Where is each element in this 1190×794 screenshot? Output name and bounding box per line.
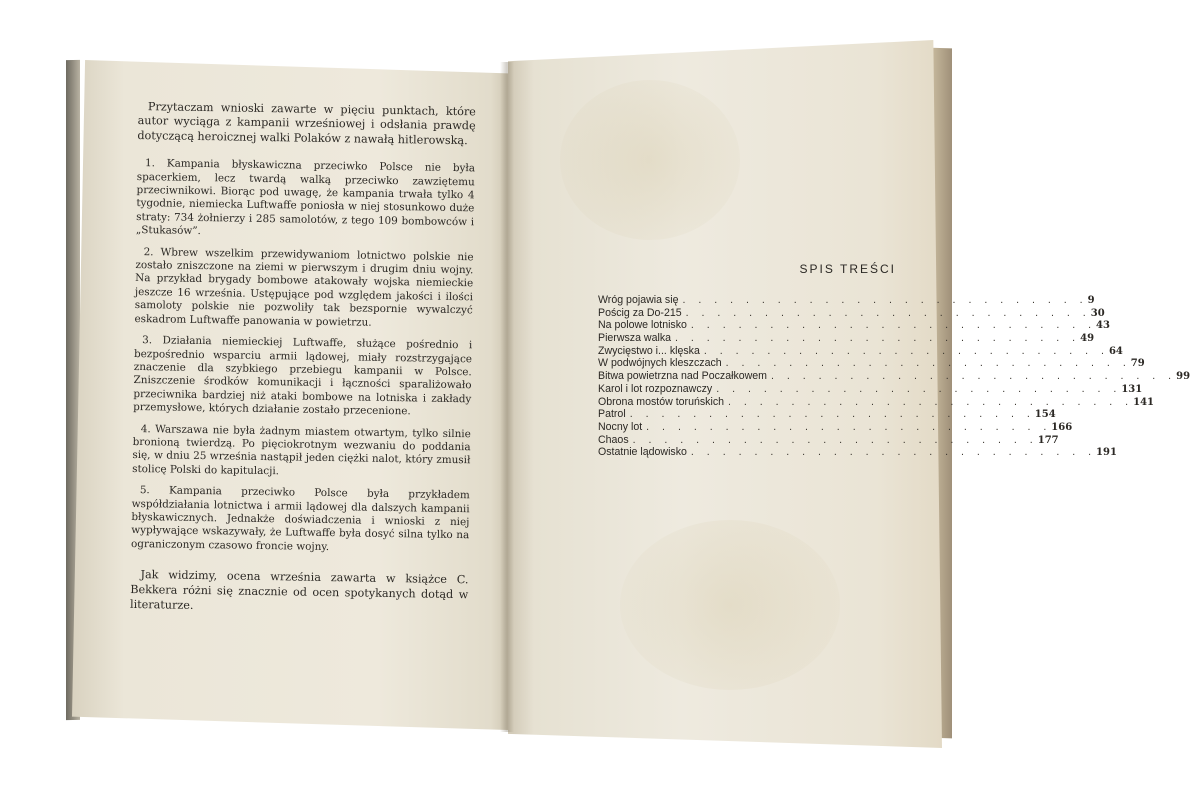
toc-entry-label: W podwójnych kleszczach [598,357,722,370]
toc-entry [598,433,1059,447]
toc-entry [598,306,1105,320]
toc-entry-page: 49 [1080,333,1095,345]
toc-entry-page: 99 [1176,371,1190,383]
toc-entry-page: 79 [1130,358,1145,370]
toc-leader-dots: . . . . . . . . . . . . . . . . . . . . . . . . . . [771,370,1177,383]
toc-entry-label: Pościg za Do-215 [598,306,682,319]
toc-entry-label: Bitwa powietrzna nad Poczałkowem [598,370,767,383]
left-page-text [130,100,476,625]
toc-leader-dots: . . . . . . . . . . . . . . . . . . . . . . . . . . [690,319,1097,332]
paper-stain [620,520,840,690]
toc-entry-page: 43 [1096,320,1110,332]
conclusion-item-3: 3. Działania niemieckiej Luftwaffe, służące pośrednio i bezpośrednio wsparciu armii lądowej, miały rozstrzygające znaczenie dla szybkiego przebiegu kampanii w Polsce. Zniszczenie środków komunikacji i łączności sparaliżowało przeciwnika bardziej niż ataki bombowe na lotniska i zakłady przemysłowe, których działanie zostało przecenione. [133,334,473,418]
toc-entry-page: 191 [1096,447,1117,459]
toc-entry-page: 177 [1037,434,1059,446]
intro-paragraph: Przytaczam wnioski zawarte w pięciu punktach, które autor wyciąga z kampanii wrześniowej i odsłania prawdę dotyczącą heroicznej walki Polaków z nawałą hitlerowską. [137,100,476,147]
toc-entry-label: Ostatnie lądowisko [598,446,687,459]
toc-leader-dots: . . . . . . . . . . . . . . . . . . . . . . . . . . [675,332,1081,345]
toc-entry-page: 154 [1034,409,1056,421]
toc-entry-label: Wróg pojawia się [598,294,679,306]
toc-leader-dots: . . . . . . . . . . . . . . . . . . . . . . . . . . [703,344,1109,357]
toc-entry-label: Patrol [598,408,626,421]
toc-leader-dots: . . . . . . . . . . . . . . . . . . . . . . . . . . [690,446,1097,459]
conclusion-item-2: 2. Wbrew wszelkim przewidywaniom lotnictwo polskie nie zostało zniszczone na ziemi w pierwszym i drugim dniu wojny. Na przykład brygady bombowe atakowały wojska niemieckie jeszcze 16 września. Ustępujące pod względem jakości i ilości samoloty polskie nie pozwoliły tak bezspornie wywalczyć eskadrom Luftwaffe panowania w powietrzu. [134,245,474,329]
toc-entry [598,294,1095,307]
toc-leader-dots: . . . . . . . . . . . . . . . . . . . . . . . . . . [629,408,1035,421]
conclusion-item-5: 5. Kampania przeciwko Polsce była przykładem współdziałania lotnictwa i armii lądowej dla dalszych kampanii błyskawicznych. Jednakże doświadczenia i wnioski z niej wypływające wskazywały, że Luftwaffe była dosyć silna tylko na ograniczonym czasowo froncie wojny. [130,484,470,553]
toc-entry-label: Na polowe lotnisko [598,319,687,332]
toc-entry [598,357,1145,370]
toc-entry [598,446,1117,459]
toc-entry-page: 64 [1108,345,1123,357]
toc-entry-label: Obrona mostów toruńskich [598,395,725,408]
toc-entry-page: 131 [1121,383,1143,395]
toc-entry-page: 9 [1087,295,1095,306]
toc-entry [598,370,1190,383]
toc-entry [598,382,1143,396]
toc-leader-dots: . . . . . . . . . . . . . . . . . . . . . . . . . . [632,433,1038,446]
table-of-contents [598,262,1190,459]
toc-leader-dots: . . . . . . . . . . . . . . . . . . . . . . . . . . [728,395,1134,408]
toc-entry-label: Pierwsza walka [598,332,672,345]
toc-entry-label: Karol i lot rozpoznawczy [598,382,713,395]
toc-entry [598,408,1056,421]
toc-entry [598,395,1154,409]
toc-entry-page: 166 [1051,421,1073,433]
conclusion-item-4: 4. Warszawa nie była żadnym miastem otwartym, tylko silnie bronioną twierdzą. Po pięciokrotnym wezwaniu do poddania się, w dniu 25 września nastąpił jeden ciężki nalot, który zmusił stolicę Polski do kapitulacji. [132,422,471,478]
toc-entry-page: 141 [1133,396,1154,408]
toc-entry-page: 30 [1090,307,1105,319]
toc-leader-dots: . . . . . . . . . . . . . . . . . . . . . . . . . . [716,382,1122,395]
toc-list [598,294,1190,459]
toc-entry [598,319,1110,332]
toc-leader-dots: . . . . . . . . . . . . . . . . . . . . . . . . . . [682,294,1088,306]
paper-stain [560,80,740,240]
toc-entry [598,344,1123,358]
toc-leader-dots: . . . . . . . . . . . . . . . . . . . . . . . . . . [646,420,1052,433]
conclusion-item-1: 1. Kampania błyskawiczna przeciwko Polsce nie była spacerkiem, lecz twardą walką przeciwko zawziętemu przeciwnikowi. Biorąc pod uwagę, że kampania trwała tylko 4 tygodnie, niemiecka Luftwaffe poniosła w niej stosunkowo duże straty: 734 żołnierzy i 285 samolotów, z tego 109 bombowców i „Stukasów”. [135,157,476,238]
toc-entry-label: Zwycięstwo i... klęska [598,344,700,357]
toc-title: SPIS TREŚCI [799,262,896,276]
toc-entry [598,332,1095,345]
toc-leader-dots: . . . . . . . . . . . . . . . . . . . . . . . . . . [685,306,1091,319]
closing-paragraph: Jak widzimy, ocena września zawarta w książce C. Bekkera różni się znacznie od ocen spotykanych dotąd w literaturze. [129,568,469,613]
toc-entry [598,420,1073,434]
book-gutter [500,62,514,732]
toc-entry-label: Chaos [598,433,629,446]
toc-leader-dots: . . . . . . . . . . . . . . . . . . . . . . . . . . [725,357,1131,370]
toc-entry-label: Nocny lot [598,420,643,433]
